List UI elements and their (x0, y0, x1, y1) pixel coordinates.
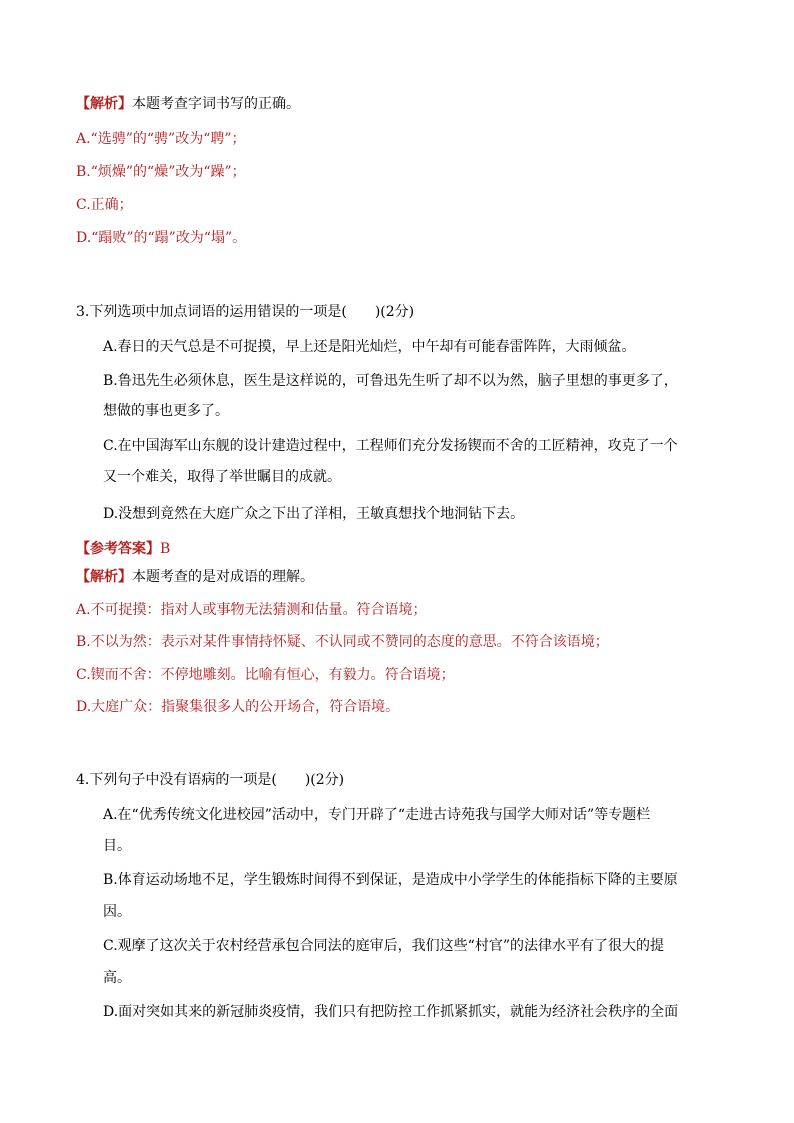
analysis-3-item-a: A.不可捉摸：指对人或事物无法猜测和估量。符合语境； (76, 602, 427, 618)
question-4-option-c: C.观摩了这次关于农村经营承包合同法的庭审后，我们这些“村官”的法律水平有了很大的提 (103, 938, 664, 954)
answer-label: 【参考答案】 (76, 541, 160, 557)
question-4-option-b-cont: 因。 (103, 904, 131, 920)
question-4-stem: 4.下列句子中没有语病的一项是( )(2分) (76, 772, 345, 788)
analysis-3-text: 本题考查的是对成语的理解。 (132, 569, 314, 585)
question-3-analysis-heading (76, 568, 314, 586)
analysis-3-label: 【解析】 (76, 569, 132, 585)
question-3-option-b: B.鲁迅先生必须休息，医生是这样说的，可鲁迅先生听了却不以为然，脑子里想的事更多了， (103, 373, 678, 389)
analysis-2-item-c: C.正确； (76, 197, 133, 213)
analysis-2-item-a: A.“选骋”的“骋”改为“聘”； (76, 131, 246, 147)
analysis-2-text: 本题考查字词书写的正确。 (132, 96, 300, 112)
analysis-3-item-d: D.大庭广众：指聚集很多人的公开场合，符合语境。 (76, 699, 400, 715)
question-3-option-c-cont: 又一个难关，取得了举世瞩目的成就。 (103, 469, 341, 485)
question-3-option-c: C.在中国海军山东舰的设计建造过程中，工程师们充分发扬锲而不舍的工匠精神，攻克了一个 (103, 438, 678, 454)
question-4-option-a: A.在“优秀传统文化进校园”活动中，专门开辟了“走进古诗苑我与国学大师对话”等专题栏 (103, 807, 651, 823)
analysis-2-label: 【解析】 (76, 96, 132, 112)
analysis-2-item-b: B.“烦燥”的“燥”改为“躁”； (76, 164, 246, 180)
question-3-option-b-cont: 想做的事也更多了。 (103, 403, 229, 419)
analysis-2-heading (76, 95, 300, 113)
question-4-option-d: D.面对突如其来的新冠肺炎疫情，我们只有把防控工作抓紧抓实，就能为经济社会秩序的全面 (103, 1004, 679, 1020)
answer-value: B (160, 541, 171, 557)
analysis-2-item-d: D.“蹋败”的“蹋”改为“塌”。 (76, 230, 247, 246)
question-4-option-a-cont: 目。 (103, 838, 131, 854)
question-3-stem: 3.下列选项中加点词语的运用错误的一项是( )(2分) (76, 304, 415, 320)
question-4-option-b: B.体育运动场地不足，学生锻炼时间得不到保证，是造成中小学学生的体能指标下降的主要原 (103, 872, 678, 888)
analysis-3-item-c: C.锲而不舍：不停地雕刻。比喻有恒心，有毅力。符合语境； (76, 667, 455, 683)
question-3-option-d: D.没想到竟然在大庭广众之下出了洋相，王敏真想找个地洞钻下去。 (103, 506, 525, 522)
analysis-3-item-b: B.不以为然：表示对某件事情持怀疑、不认同或不赞同的态度的意思。不符合该语境； (76, 634, 609, 650)
question-3-option-a: A.春日的天气总是不可捉摸，早上还是阳光灿烂，中午却有可能春雷阵阵，大雨倾盆。 (103, 339, 636, 355)
question-4-option-c-cont: 高。 (103, 970, 131, 986)
question-3-answer (76, 540, 170, 558)
